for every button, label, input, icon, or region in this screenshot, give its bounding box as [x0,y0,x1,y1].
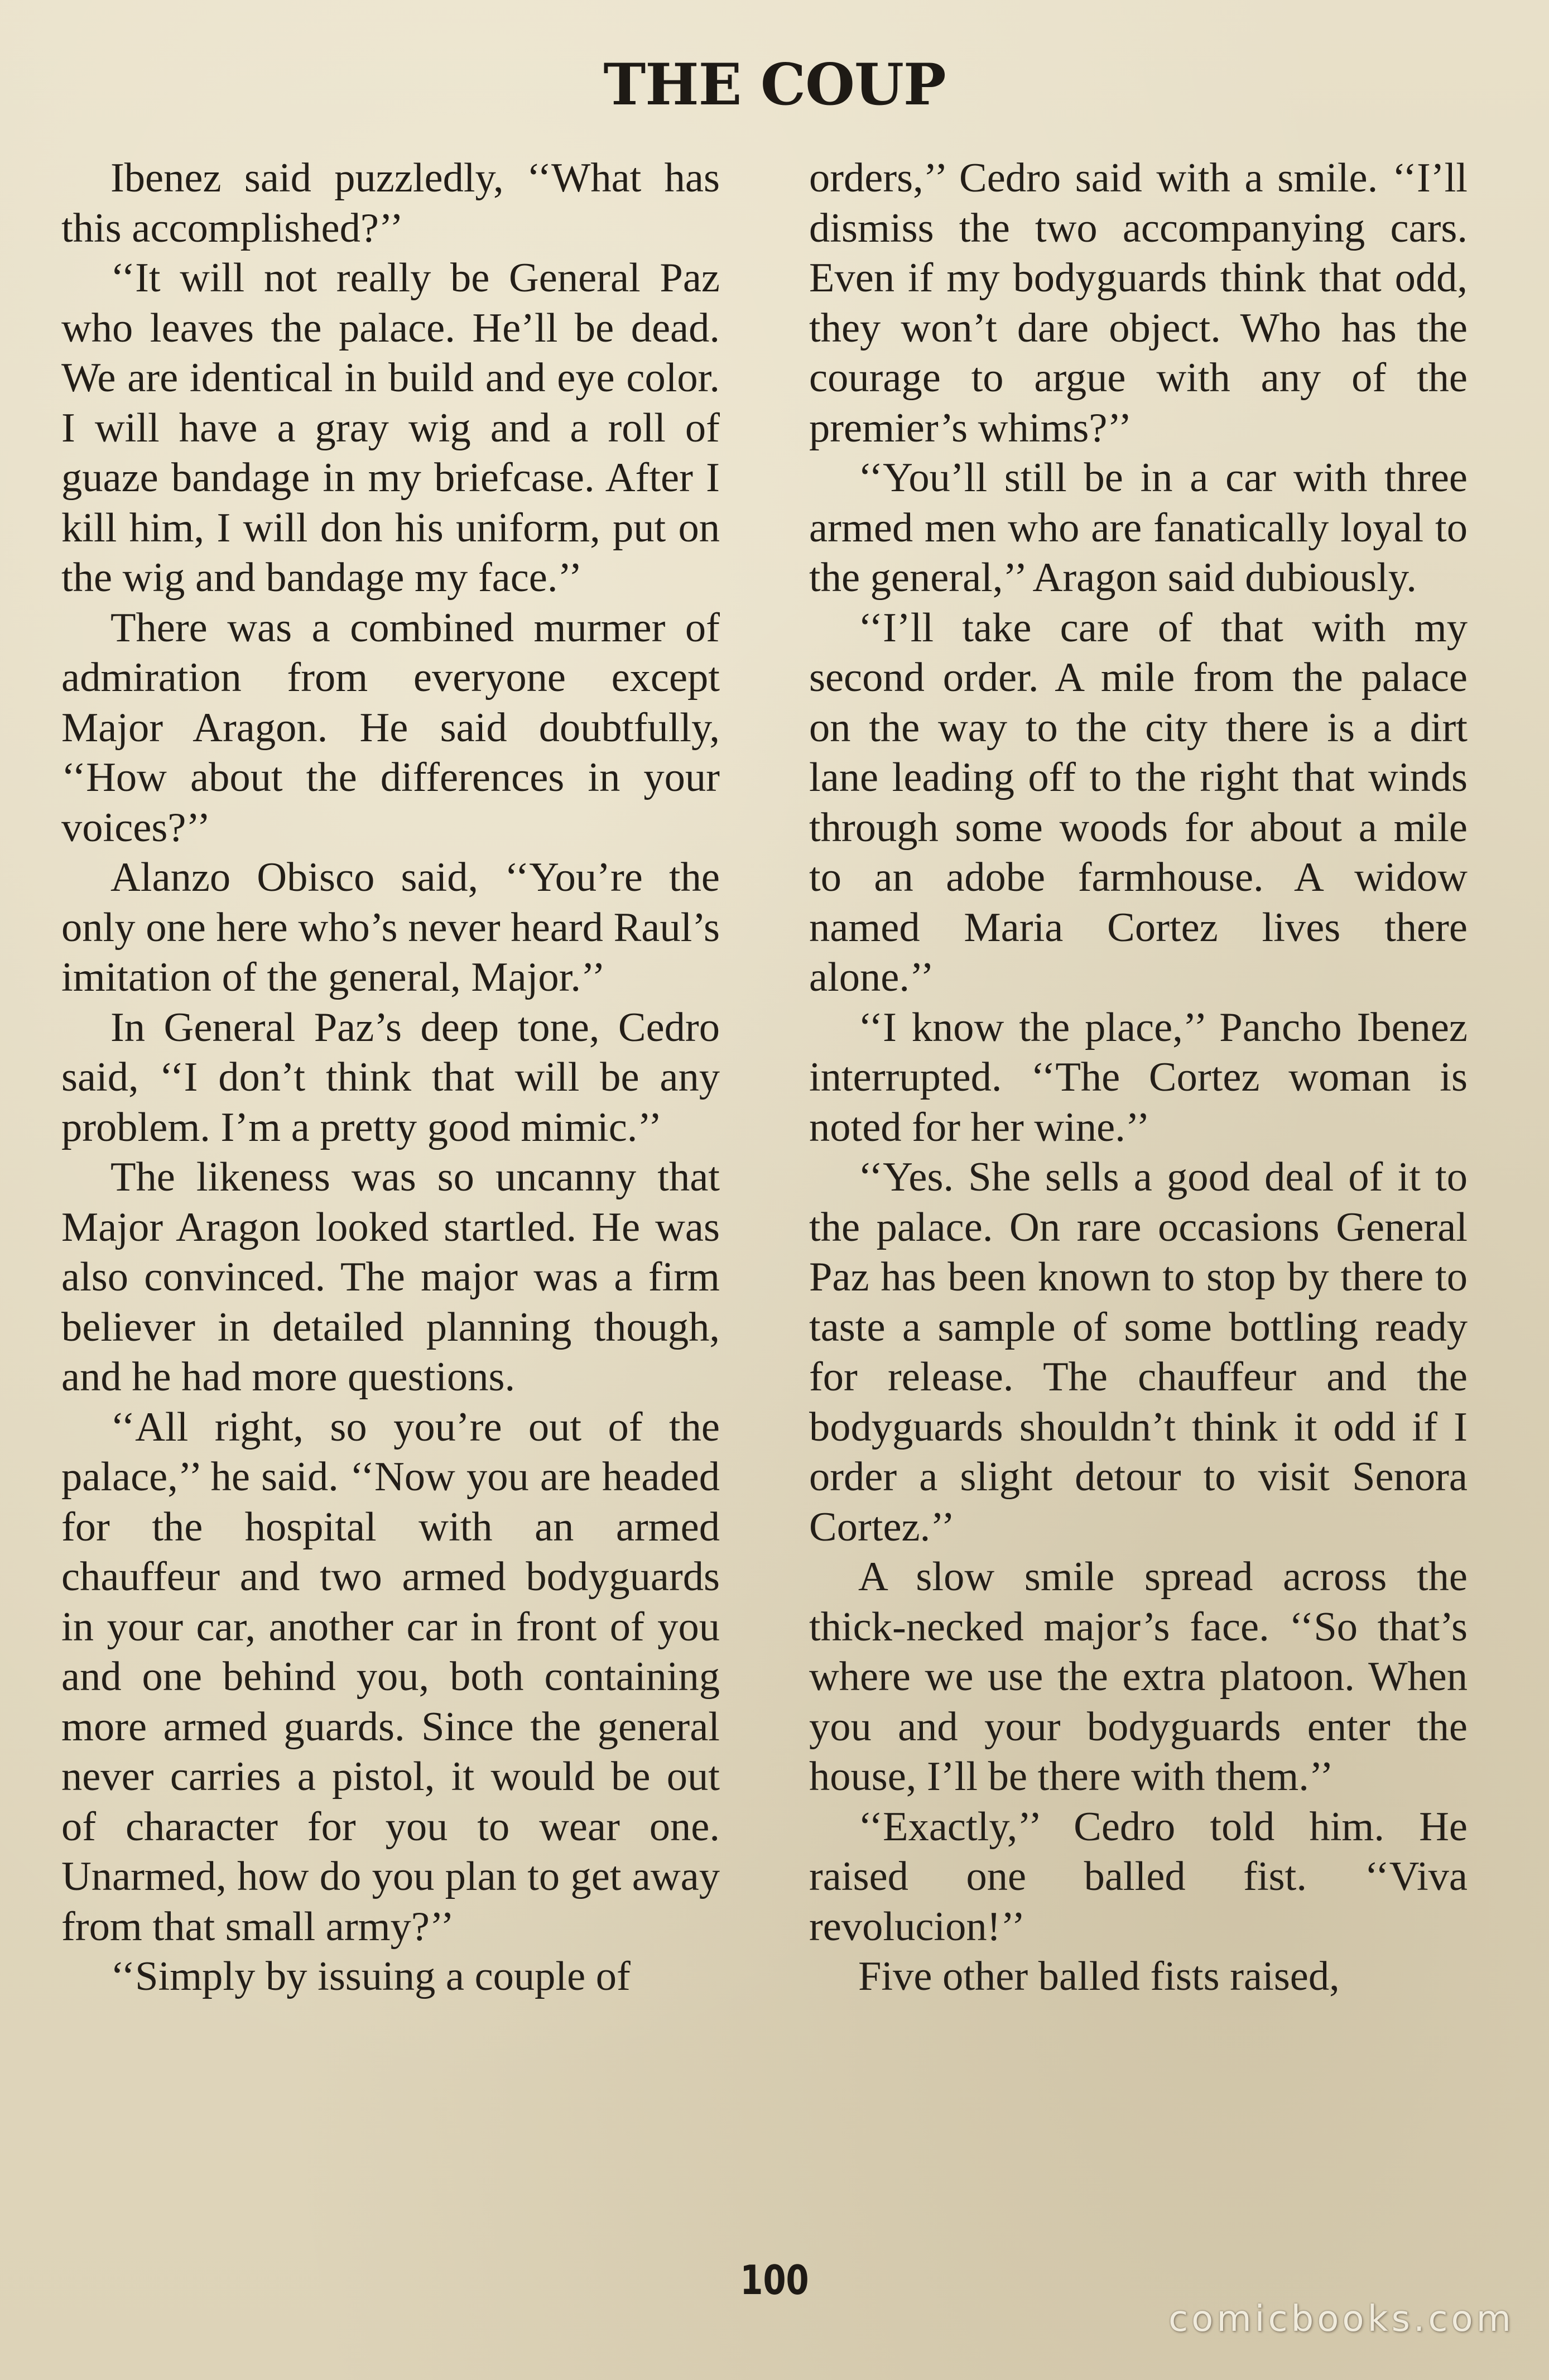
paragraph: Five other balled fists raised, [858,1954,1340,1999]
paragraph-continuation: orders,’’ Cedro said with a smile. ‘‘I’ll dismiss the two accompanying cars. Even if my bodyguards think that odd, they won’t dare object. Who has the courage to argue with any of the premier’s whims?’’ [809,155,1468,451]
right-text-column [809,153,1468,2219]
left-text-column [61,153,720,2219]
paragraph: Ibenez said puzzledly, ‘‘What has this accomplished?’’ [61,155,720,251]
story-title: THE COUP [603,51,946,118]
paragraph: ‘‘Yes. She sells a good deal of it to the palace. On rare occasions General Paz has been known to stop by there to taste a sample of some bottling ready for release. The chauffeur and the bodyguards shouldn’t think it odd if I order a slight detour to visit Senora Cortez.’’ [809,1154,1468,1550]
paragraph: ‘‘Exactly,’’ Cedro told him. He raised one balled fist. ‘‘Viva revolucion!’’ [809,1803,1468,1950]
paragraph: In General Paz’s deep tone, Cedro said, ‘‘I don’t think that will be any problem. I’m a pretty good mimic.’’ [61,1004,720,1150]
paragraph: Alanzo Obisco said, ‘‘You’re the only one here who’s never heard Raul’s imitation of the general, Major.’’ [61,855,720,1000]
paragraph: There was a combined murmer of admiration from everyone except Major Aragon. He said doubtfully, ‘‘How about the differences in your voices?’’ [61,604,720,851]
paragraph: ‘‘It will not really be General Paz who leaves the palace. He’ll be dead. We are identical in build and eye color. I will have a gray wig and a roll of guaze bandage in my briefcase. After I kill him, I will don his uniform, put on the wig and bandage my face.’’ [61,255,720,601]
paragraph: ‘‘You’ll still be in a car with three armed men who are fanatically loyal to the general,’’ Aragon said dubiously. [809,455,1468,601]
paragraph: A slow smile spread across the thick-necked major’s face. ‘‘So that’s where we use the extra platoon. When you and your bodyguards enter the house, I’ll be there with them.’’ [809,1554,1468,1800]
watermark-text: comicbooks.com [1168,2299,1514,2340]
paragraph: ‘‘Simply by issuing a couple of [110,1954,631,1999]
paragraph: ‘‘All right, so you’re out of the palace,’’ he said. ‘‘Now you are headed for the hospital with an armed chauffeur and two armed bodyguards in your car, another car in front of you and one behind you, both containing more armed guards. Since the general never carries a pistol, it would be out of character for you to wear one. Unarmed, how do you plan to get away from that small army?’’ [61,1404,720,1950]
page-number: 100 [740,2257,809,2304]
paragraph: ‘‘I’ll take care of that with my second order. A mile from the palace on the way to the city there is a dirt lane leading off to the right that winds through some woods for about a mile to an adobe farmhouse. A widow named Maria Cortez lives there alone.’’ [809,604,1468,1000]
paragraph: ‘‘I know the place,’’ Pancho Ibenez interrupted. ‘‘The Cortez woman is noted for her wine.’’ [809,1004,1468,1150]
paragraph: The likeness was so uncanny that Major Aragon looked startled. He was also convinced. The major was a firm believer in detailed planning though, and he had more questions. [61,1154,720,1400]
